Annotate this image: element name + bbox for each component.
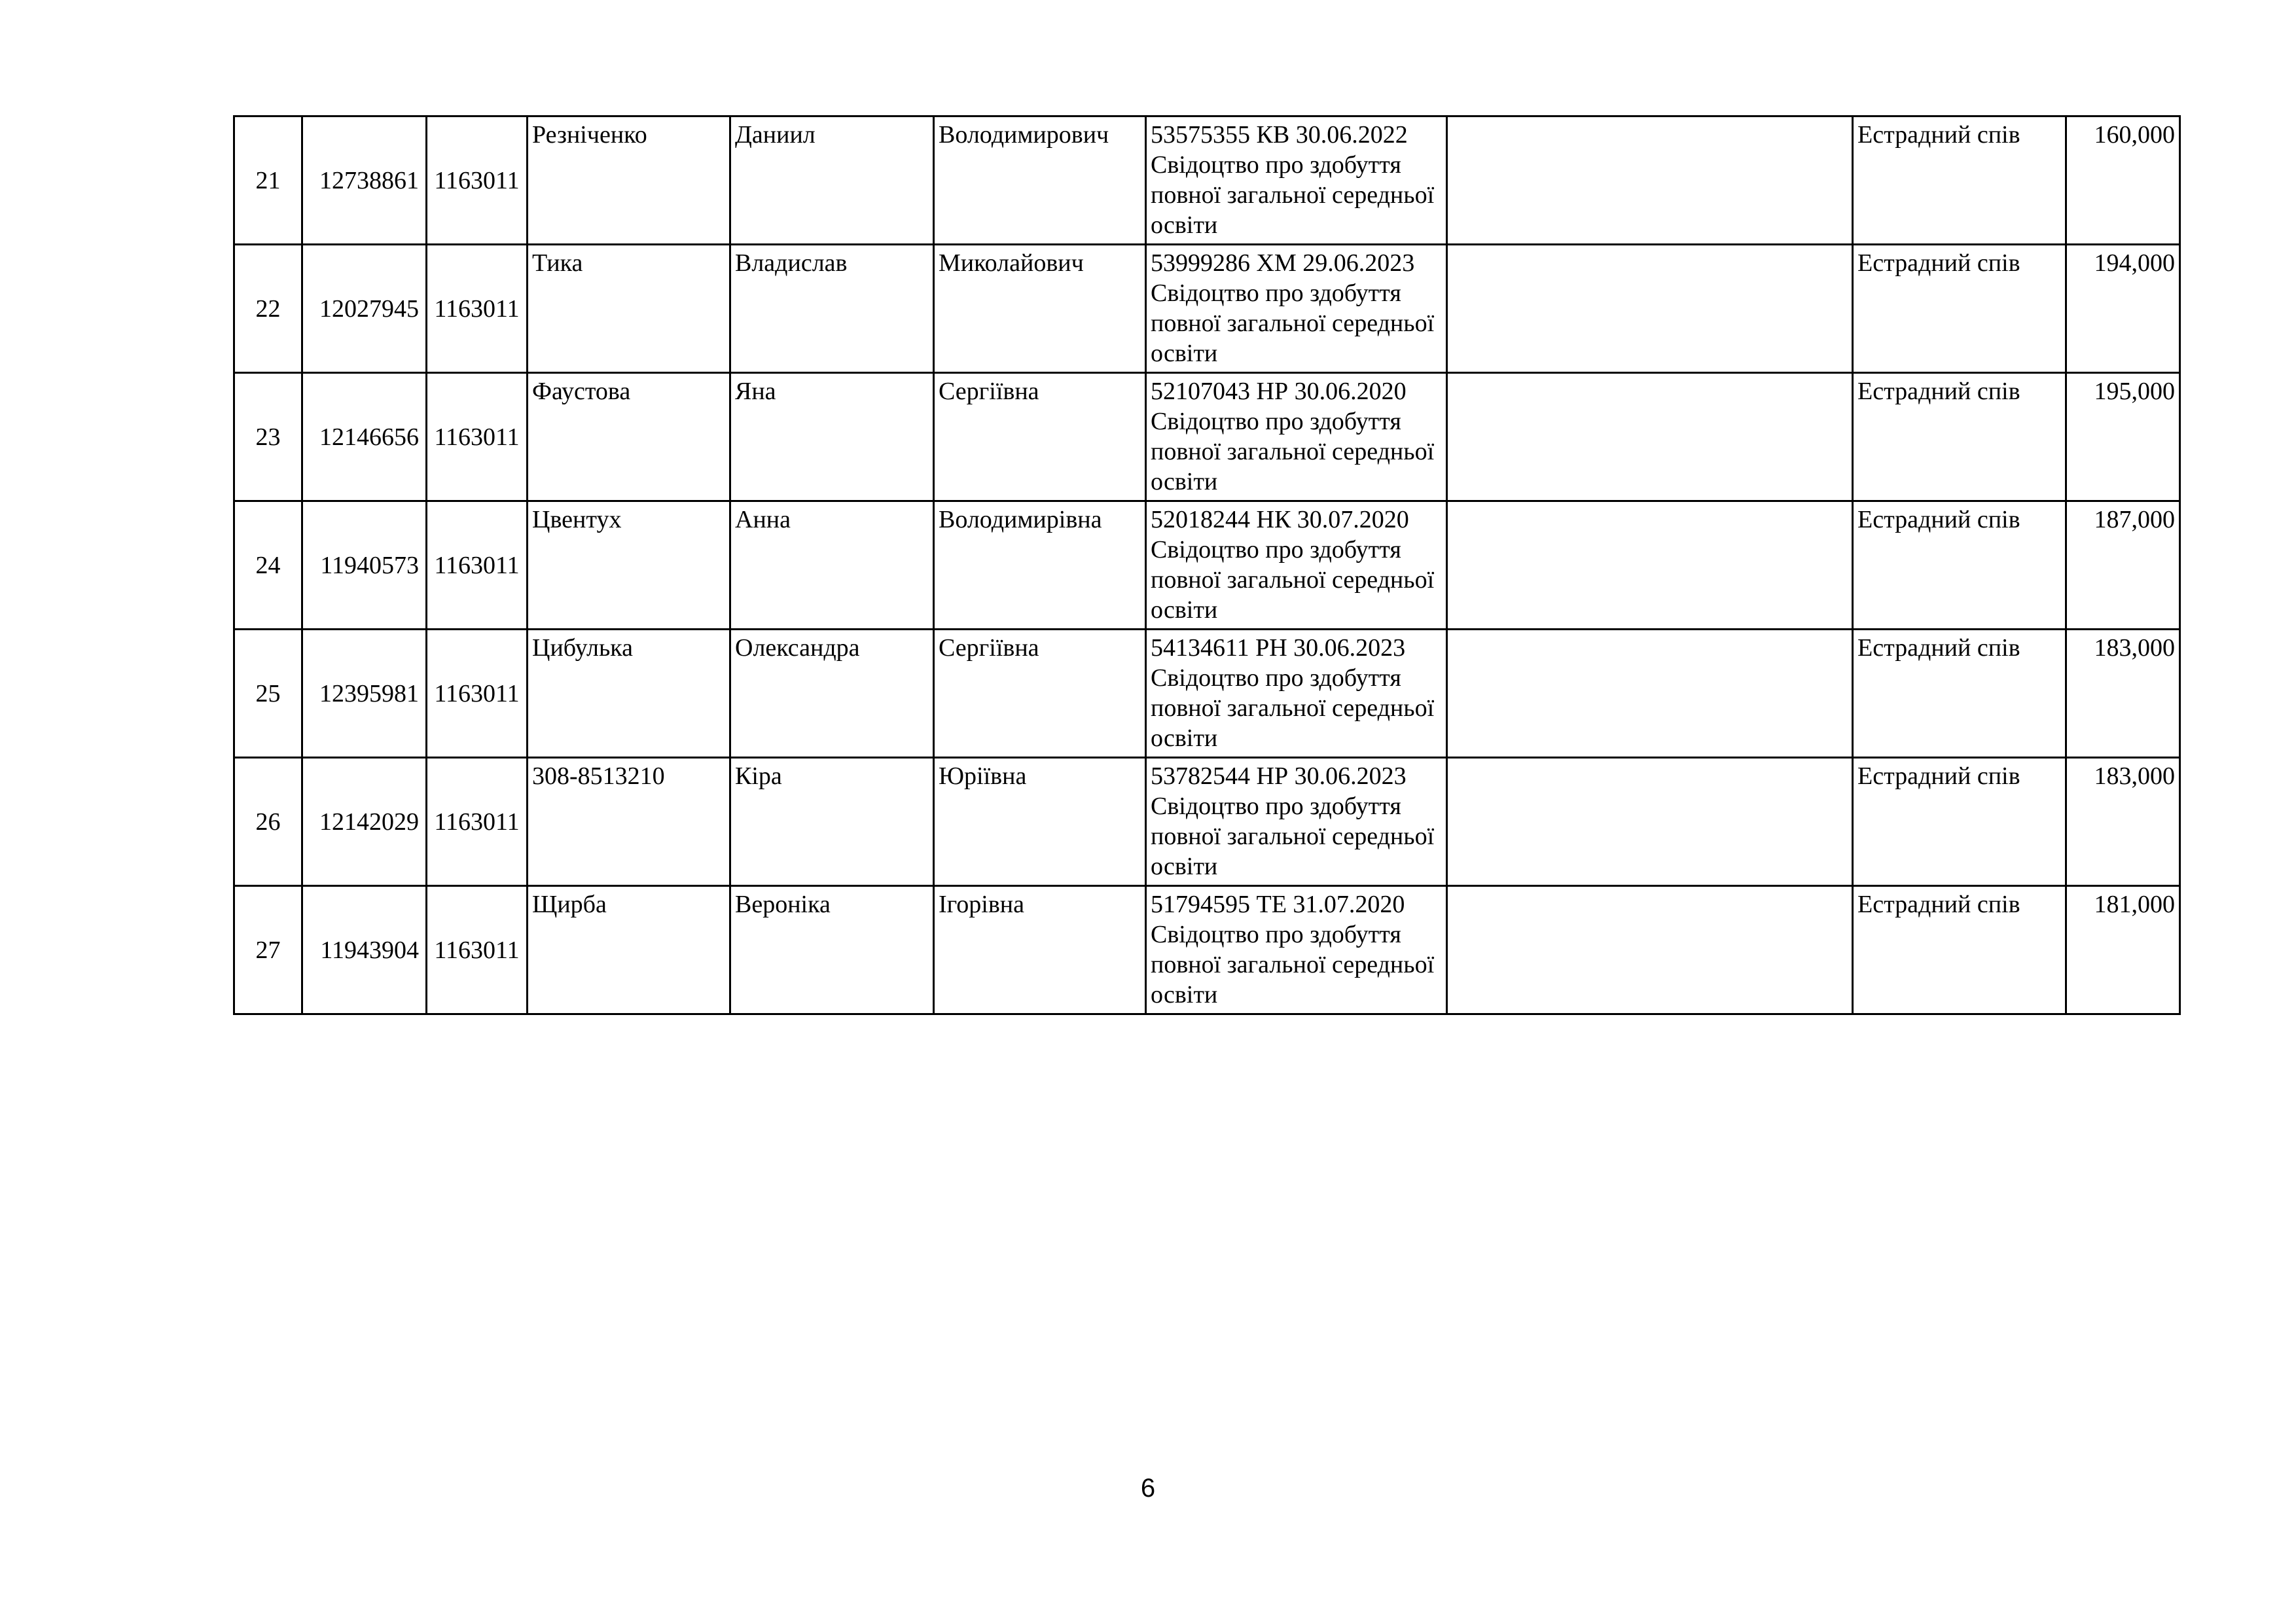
table-row	[234, 886, 2180, 1014]
cell-score: 183,000	[2066, 630, 2180, 758]
cell-last-name: 308-8513210	[528, 758, 730, 886]
cell-note	[1447, 373, 1853, 501]
page-number: 6	[1140, 1474, 1156, 1503]
cell-last-name: Резніченко	[528, 116, 730, 245]
cell-patronymic: Миколайович	[934, 245, 1146, 373]
document-type: Свідоцтво про здобуття повної загальної середньої освіти	[1151, 793, 1435, 880]
cell-document	[1146, 758, 1447, 886]
cell-patronymic: Володимирівна	[934, 501, 1146, 630]
cell-program: Естрадний спів	[1853, 245, 2066, 373]
cell-score: 194,000	[2066, 245, 2180, 373]
cell-first-name: Яна	[730, 373, 934, 501]
cell-last-name: Цвентух	[528, 501, 730, 630]
cell-document	[1146, 630, 1447, 758]
cell-application-code: 12395981	[302, 630, 427, 758]
cell-document	[1146, 373, 1447, 501]
document-number: 51794595 ТЕ 31.07.2020	[1151, 891, 1405, 918]
cell-program: Естрадний спів	[1853, 758, 2066, 886]
document-type: Свідоцтво про здобуття повної загальної середньої освіти	[1151, 408, 1435, 495]
cell-application-code: 12738861	[302, 116, 427, 245]
cell-score: 187,000	[2066, 501, 2180, 630]
cell-first-name: Кіра	[730, 758, 934, 886]
table-body	[234, 116, 2180, 1014]
document-number: 53782544 НР 30.06.2023	[1151, 762, 1407, 790]
cell-score: 195,000	[2066, 373, 2180, 501]
cell-first-name: Олександра	[730, 630, 934, 758]
cell-row-number: 22	[234, 245, 302, 373]
cell-patronymic: Ігорівна	[934, 886, 1146, 1014]
table-row	[234, 501, 2180, 630]
table-row	[234, 373, 2180, 501]
cell-document	[1146, 245, 1447, 373]
document-type: Свідоцтво про здобуття повної загальної середньої освіти	[1151, 921, 1435, 1008]
cell-first-name: Анна	[730, 501, 934, 630]
cell-row-number: 27	[234, 886, 302, 1014]
cell-application-code: 12027945	[302, 245, 427, 373]
cell-specialty-code: 1163011	[427, 501, 528, 630]
cell-first-name: Вероніка	[730, 886, 934, 1014]
cell-score: 183,000	[2066, 758, 2180, 886]
document-number: 52107043 НР 30.06.2020	[1151, 378, 1407, 405]
cell-patronymic: Юріївна	[934, 758, 1146, 886]
cell-patronymic: Володимирович	[934, 116, 1146, 245]
cell-note	[1447, 116, 1853, 245]
cell-program: Естрадний спів	[1853, 886, 2066, 1014]
document-type: Свідоцтво про здобуття повної загальної середньої освіти	[1151, 279, 1435, 367]
document-type: Свідоцтво про здобуття повної загальної середньої освіти	[1151, 536, 1435, 624]
cell-program: Естрадний спів	[1853, 630, 2066, 758]
cell-application-code: 12142029	[302, 758, 427, 886]
cell-first-name: Владислав	[730, 245, 934, 373]
cell-program: Естрадний спів	[1853, 501, 2066, 630]
table-row	[234, 630, 2180, 758]
cell-last-name: Фаустова	[528, 373, 730, 501]
cell-specialty-code: 1163011	[427, 886, 528, 1014]
cell-specialty-code: 1163011	[427, 630, 528, 758]
cell-application-code: 11940573	[302, 501, 427, 630]
cell-row-number: 21	[234, 116, 302, 245]
cell-application-code: 12146656	[302, 373, 427, 501]
cell-row-number: 25	[234, 630, 302, 758]
table-row	[234, 245, 2180, 373]
cell-score: 181,000	[2066, 886, 2180, 1014]
document-number: 53999286 ХМ 29.06.2023	[1151, 249, 1415, 277]
applicants-table	[233, 115, 2181, 1015]
cell-patronymic: Сергіївна	[934, 373, 1146, 501]
cell-last-name: Щирба	[528, 886, 730, 1014]
document-number: 52018244 НК 30.07.2020	[1151, 506, 1409, 533]
cell-note	[1447, 758, 1853, 886]
cell-note	[1447, 886, 1853, 1014]
cell-program: Естрадний спів	[1853, 373, 2066, 501]
cell-document	[1146, 886, 1447, 1014]
document-number: 54134611 РН 30.06.2023	[1151, 634, 1406, 662]
cell-document	[1146, 501, 1447, 630]
cell-specialty-code: 1163011	[427, 758, 528, 886]
document-type: Свідоцтво про здобуття повної загальної середньої освіти	[1151, 664, 1435, 752]
table-row	[234, 758, 2180, 886]
cell-note	[1447, 501, 1853, 630]
cell-specialty-code: 1163011	[427, 373, 528, 501]
cell-first-name: Даниил	[730, 116, 934, 245]
cell-row-number: 24	[234, 501, 302, 630]
cell-specialty-code: 1163011	[427, 245, 528, 373]
cell-score: 160,000	[2066, 116, 2180, 245]
cell-last-name: Цибулька	[528, 630, 730, 758]
cell-row-number: 23	[234, 373, 302, 501]
document-type: Свідоцтво про здобуття повної загальної середньої освіти	[1151, 151, 1435, 239]
document-number: 53575355 КВ 30.06.2022	[1151, 121, 1408, 149]
cell-document	[1146, 116, 1447, 245]
cell-patronymic: Сергіївна	[934, 630, 1146, 758]
cell-note	[1447, 245, 1853, 373]
cell-last-name: Тика	[528, 245, 730, 373]
cell-note	[1447, 630, 1853, 758]
cell-row-number: 26	[234, 758, 302, 886]
cell-specialty-code: 1163011	[427, 116, 528, 245]
cell-program: Естрадний спів	[1853, 116, 2066, 245]
cell-application-code: 11943904	[302, 886, 427, 1014]
table-row	[234, 116, 2180, 245]
